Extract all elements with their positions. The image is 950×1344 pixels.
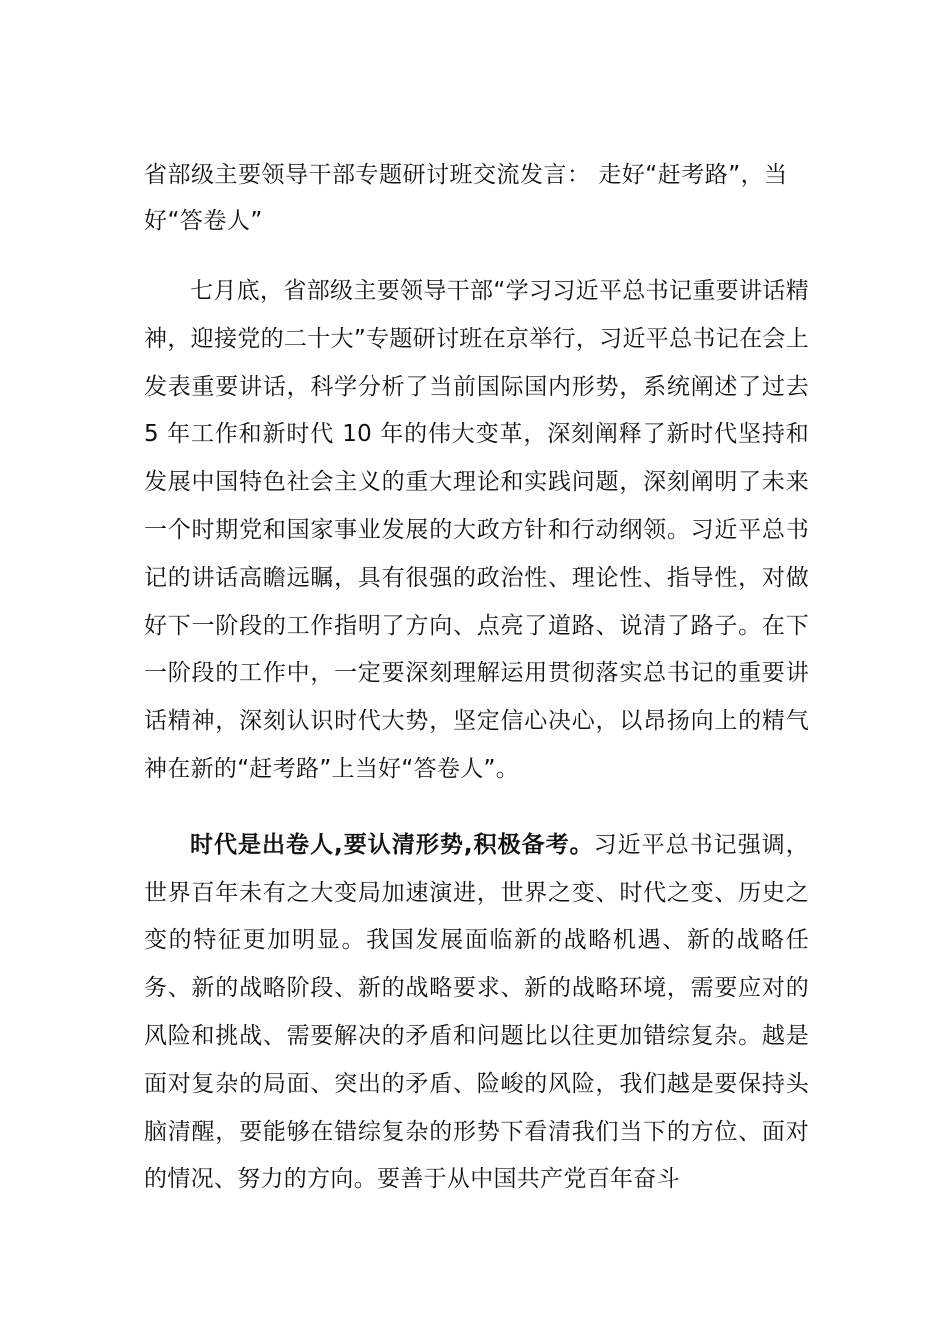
paragraph-2-lead: 时代是出卷人,要认清形势,积极备考。	[190, 831, 594, 858]
document-page	[144, 152, 809, 1204]
body-paragraph-1	[144, 268, 809, 794]
paragraph-2-text: 习近平总书记强调，世界百年未有之大变局加速演进，世界之变、时代之变、历史之变的特征更加明显。我国发展面临新的战略机遇、新的战略任务、新的战略阶段、新的战略要求、新的战略环境，需要应对的风险和挑战、需要解决的矛盾和问题比以往更加错综复杂。越是面对复杂的局面、突出的矛盾、险峻的风险，我们越是要保持头脑清醒，要能够在错综复杂的形势下看清我们当下的方位、面对的情况、努力的方向。要善于从中国共产党百年奋斗	[144, 831, 810, 1193]
document-title: 省部级主要领导干部专题研讨班交流发言： 走好“赶考路”，当好“答卷人”	[144, 162, 788, 234]
body-paragraph-2	[144, 822, 809, 1204]
paragraph-1-text: 七月底，省部级主要领导干部“学习习近平总书记重要讲话精神，迎接党的二十大”专题研讨班在京举行，习近平总书记在会上发表重要讲话，科学分析了当前国际国内形势，系统阐述了过去 5 年工作和新时代 10 年的伟大变革，深刻阐释了新时代坚持和发展中国特色社会主义的重大理论和实践问题，深刻阐明了未来一个时期党和国家事业发展的大政方针和行动纲领。习近平总书记的讲话高瞻远瞩，具有很强的政治性、理论性、指导性，对做好下一阶段的工作指明了方向、点亮了道路、说清了路子。在下一阶段的工作中，一定要深刻理解运用贯彻落实总书记的重要讲话精神，深刻认识时代大势，坚定信心决心，以昂扬向上的精气神在新的“赶考路”上当好“答卷人”。	[144, 278, 809, 782]
